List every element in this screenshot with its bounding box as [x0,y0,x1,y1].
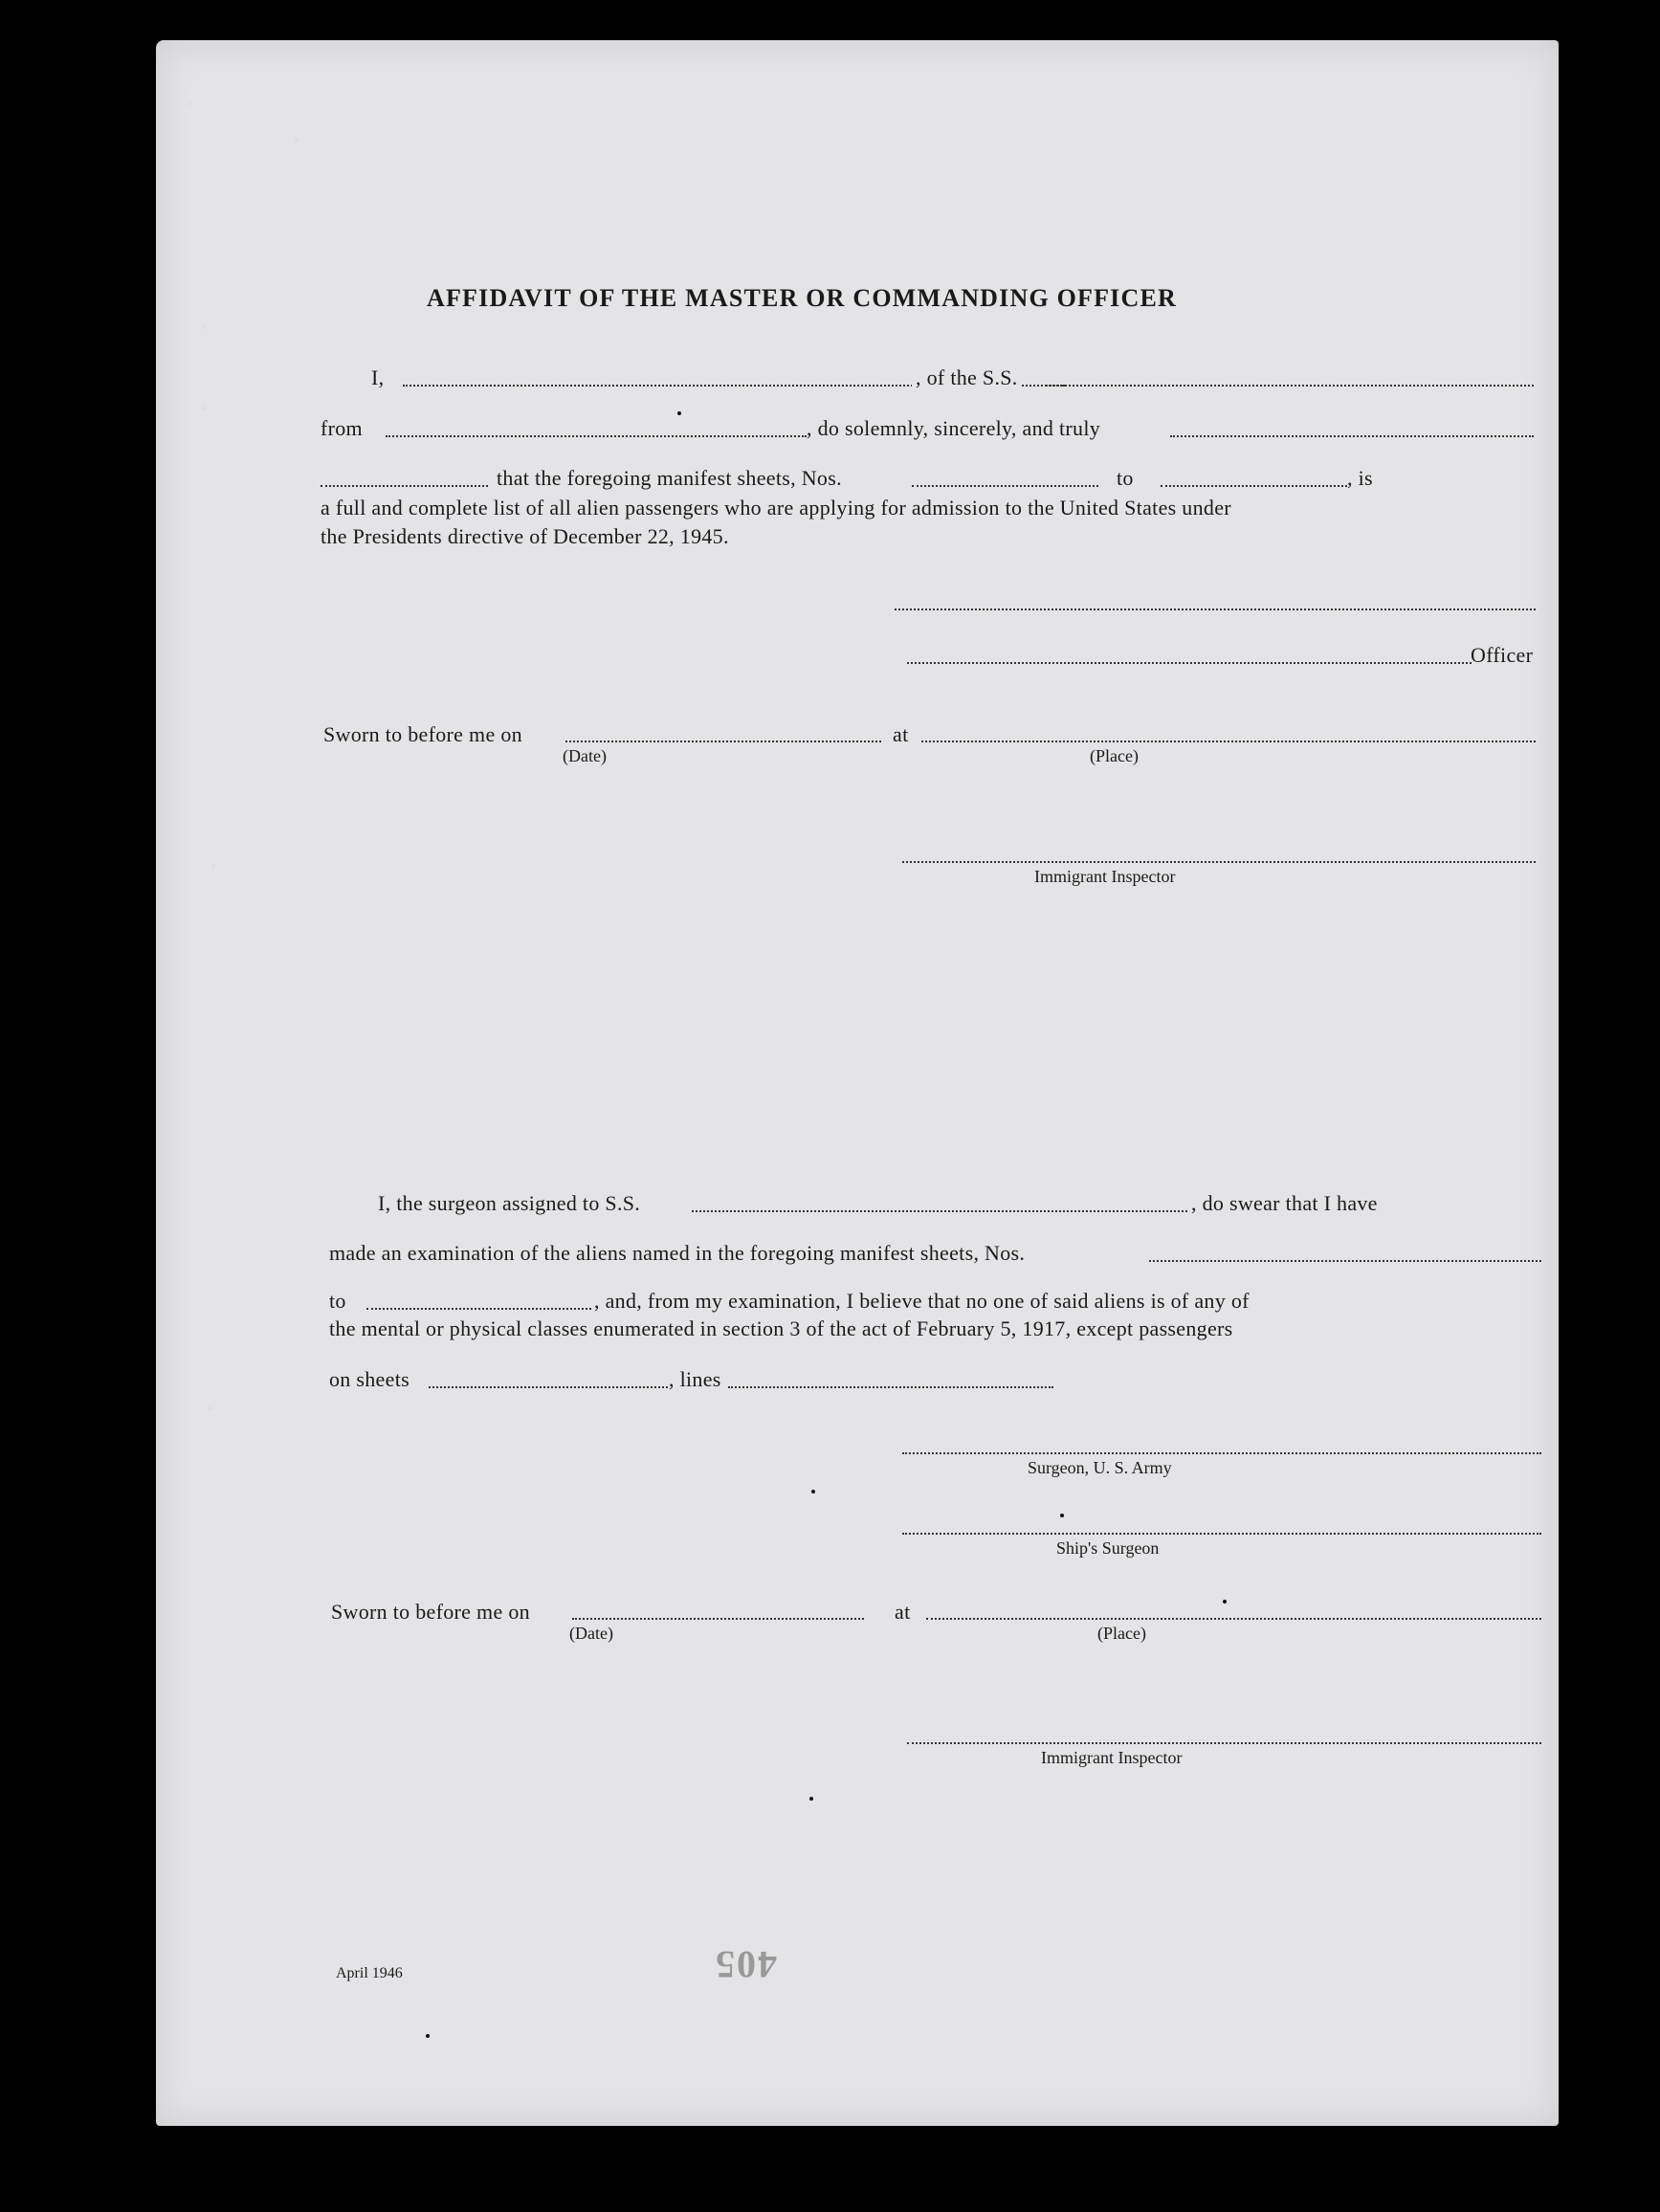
sworn-label: Sworn to before me on [323,722,522,746]
ships-surgeon-signature-line[interactable] [902,1533,1541,1535]
scan-speck [211,864,215,868]
scan-speck [677,411,681,415]
surgeon-at-label: at [895,1600,911,1624]
inspector-label: Immigrant Inspector [1034,867,1176,886]
scan-speck [1223,1600,1227,1604]
surgeon-line-2: made an examination of the aliens named in the foregoing manifest sheets, Nos. [329,1241,1026,1265]
surgeon-place-caption: (Place) [1097,1624,1146,1643]
affidavit-line-5: the Presidents directive of December 22, 1945. [321,524,729,548]
surgeon-sheets-to-field[interactable] [366,1308,591,1310]
oath-continuation-field[interactable] [321,485,488,487]
from-label: from [321,416,363,440]
surgeon-sworn-date-field[interactable] [572,1618,864,1620]
army-surgeon-signature-line[interactable] [902,1452,1541,1454]
at-label: at [893,722,909,746]
inspector-signature-line[interactable] [902,861,1536,863]
surgeon-line-3: , and, from my examination, I believe that no one of said aliens is of any of [594,1289,1250,1313]
scan-speck [202,407,206,410]
document-page [156,40,1559,2126]
sheet-number-stamp: 405 [714,1943,777,1986]
scan-speck [188,101,191,105]
to-label: to [1117,466,1134,490]
sworn-date-field[interactable] [565,741,881,742]
sheets-from-field[interactable] [912,485,1098,487]
surgeon-date-caption: (Date) [569,1624,613,1643]
from-port-field[interactable] [386,435,807,437]
scan-speck [809,1797,813,1801]
form-date: April 1946 [336,1965,403,1981]
oath-word-field[interactable] [1170,435,1534,437]
of-the-ss-label: , of the S.S. [912,365,1022,390]
army-surgeon-label: Surgeon, U. S. Army [1028,1458,1172,1477]
surgeon-inspector-label: Immigrant Inspector [1041,1748,1183,1767]
lines-label: , lines [669,1367,721,1391]
surgeon-sworn-place-field[interactable] [926,1618,1541,1620]
scan-speck [426,2034,430,2038]
affidavit-line-4: a full and complete list of all alien passengers who are applying for admission to the United States under [321,496,1231,520]
swear-label: , do swear that I have [1191,1191,1378,1215]
sheets-to-field[interactable] [1161,485,1347,487]
surgeon-sworn-label: Sworn to before me on [331,1600,530,1624]
ship-name-field[interactable] [1041,385,1534,387]
affidavit-i-label: I, [371,365,385,389]
surgeon-sheets-from-field[interactable] [1149,1260,1541,1262]
officer-label: Officer [1471,643,1534,667]
exception-lines-field[interactable] [728,1386,1053,1388]
scan-speck [202,325,206,329]
manifest-sheets-label: that the foregoing manifest sheets, Nos. [497,466,842,490]
scan-speck [811,1490,815,1493]
sworn-place-field[interactable] [921,741,1536,742]
scan-speck [1060,1514,1064,1517]
place-caption: (Place) [1090,746,1139,765]
surgeon-line-1: I, the surgeon assigned to S.S. [378,1191,641,1215]
officer-signature-line[interactable] [907,662,1472,664]
scan-speck [209,1406,212,1410]
on-sheets-label: on sheets [329,1367,409,1391]
surgeon-line-4: the mental or physical classes enumerated in section 3 of the act of February 5, 1917, except passengers [329,1316,1233,1340]
affidavit-title: AFFIDAVIT OF THE MASTER OR COMMANDING OFFICER [427,284,1177,312]
exception-sheets-field[interactable] [429,1386,668,1388]
ships-surgeon-label: Ship's Surgeon [1056,1538,1160,1558]
is-label: , is [1347,466,1373,490]
master-signature-line[interactable] [895,608,1536,610]
scan-speck [295,139,299,143]
date-caption: (Date) [563,746,607,765]
surgeon-inspector-signature-line[interactable] [907,1742,1541,1744]
surgeon-to-label: to [329,1289,346,1313]
solemnly-label: , do solemnly, sincerely, and truly [807,416,1101,440]
surgeon-ship-field[interactable] [692,1210,1187,1212]
